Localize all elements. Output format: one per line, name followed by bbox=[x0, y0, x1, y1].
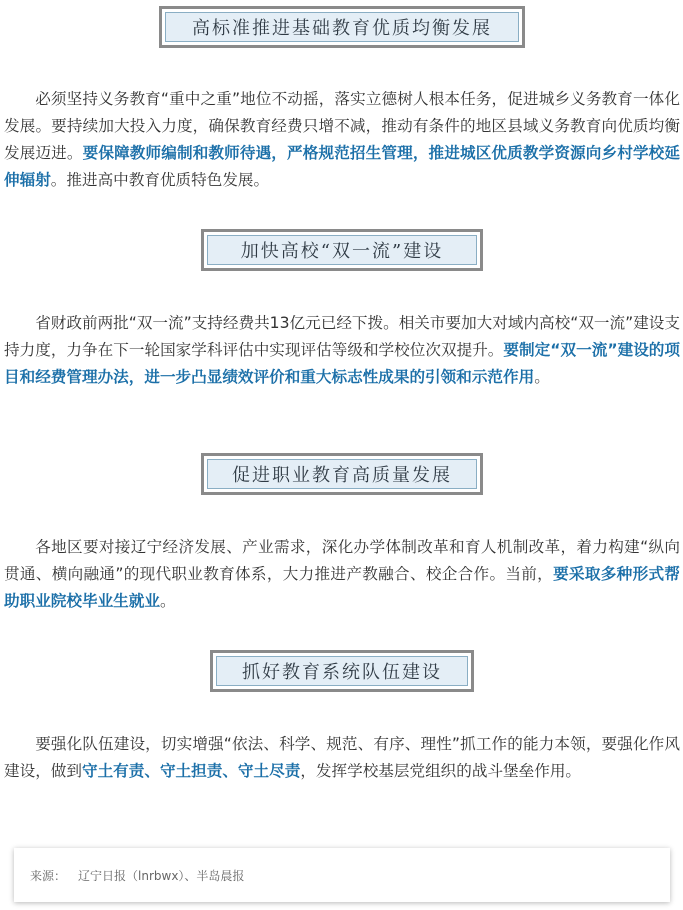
source-label: 来源： bbox=[30, 868, 67, 883]
section-1-heading bbox=[159, 6, 525, 48]
section-1-paragraph bbox=[4, 86, 680, 194]
section-3-heading bbox=[201, 453, 483, 495]
section-1-heading-text: 高标准推进基础教育优质均衡发展 bbox=[165, 12, 519, 42]
section-4-heading-text: 抓好教育系统队伍建设 bbox=[216, 656, 468, 686]
section-4-paragraph bbox=[4, 731, 680, 785]
section-2-heading-text: 加快高校“双一流”建设 bbox=[207, 235, 477, 265]
section-4-text-1: 要强化队伍建设，切实增强“依法、科学、规范、有序、理性”抓工作的能力本领，要强化作风建设，做到 bbox=[4, 735, 680, 780]
section-2-highlight: 要制定“双一流”建设的项目和经费管理办法，进一步凸显绩效评价和重大标志性成果的引领和示范作用 bbox=[4, 341, 680, 386]
section-3-heading-text: 促进职业教育高质量发展 bbox=[207, 459, 477, 489]
section-4-text-2: ，发挥学校基层党组织的战斗堡垒作用。 bbox=[300, 762, 582, 780]
section-3-paragraph bbox=[4, 534, 680, 615]
section-2-text-1: 省财政前两批“双一流”支持经费共13亿元已经下拨。相关市要加大对域内高校“双一流”建设支持力度，力争在下一轮国家学科评估中实现评估等级和学校位次双提升。 bbox=[4, 314, 680, 359]
section-3-text-1: 各地区要对接辽宁经济发展、产业需求，深化办学体制改革和育人机制改革，着力构建“纵向贯通、横向融通”的现代职业教育体系，大力推进产教融合、校企合作。当前， bbox=[4, 538, 680, 583]
section-4-highlight: 守土有责、守土担责、守土尽责 bbox=[81, 762, 301, 780]
section-1-text-2: 。推进高中教育优质特色发展。 bbox=[50, 171, 270, 189]
section-2-paragraph bbox=[4, 310, 680, 391]
source-box bbox=[14, 848, 670, 902]
section-3-highlight: 要采取多种形式帮助职业院校毕业生就业 bbox=[4, 565, 680, 610]
section-3-text-2: 。 bbox=[159, 592, 176, 610]
section-2-heading bbox=[201, 229, 483, 271]
source-text: 辽宁日报（lnrbwx）、半岛晨报 bbox=[78, 868, 245, 883]
section-4-heading bbox=[210, 650, 474, 692]
section-1-text-1: 必须坚持义务教育“重中之重”地位不动摇，落实立德树人根本任务，促进城乡义务教育一体化发展。要持续加大投入力度，确保教育经费只增不减，推动有条件的地区县域义务教育向优质均衡发展迈进。 bbox=[4, 90, 680, 162]
section-2-text-2: 。 bbox=[534, 368, 550, 386]
section-1-highlight: 要保障教师编制和教师待遇，严格规范招生管理，推进城区优质教学资源向乡村学校延伸辐射 bbox=[4, 144, 680, 189]
